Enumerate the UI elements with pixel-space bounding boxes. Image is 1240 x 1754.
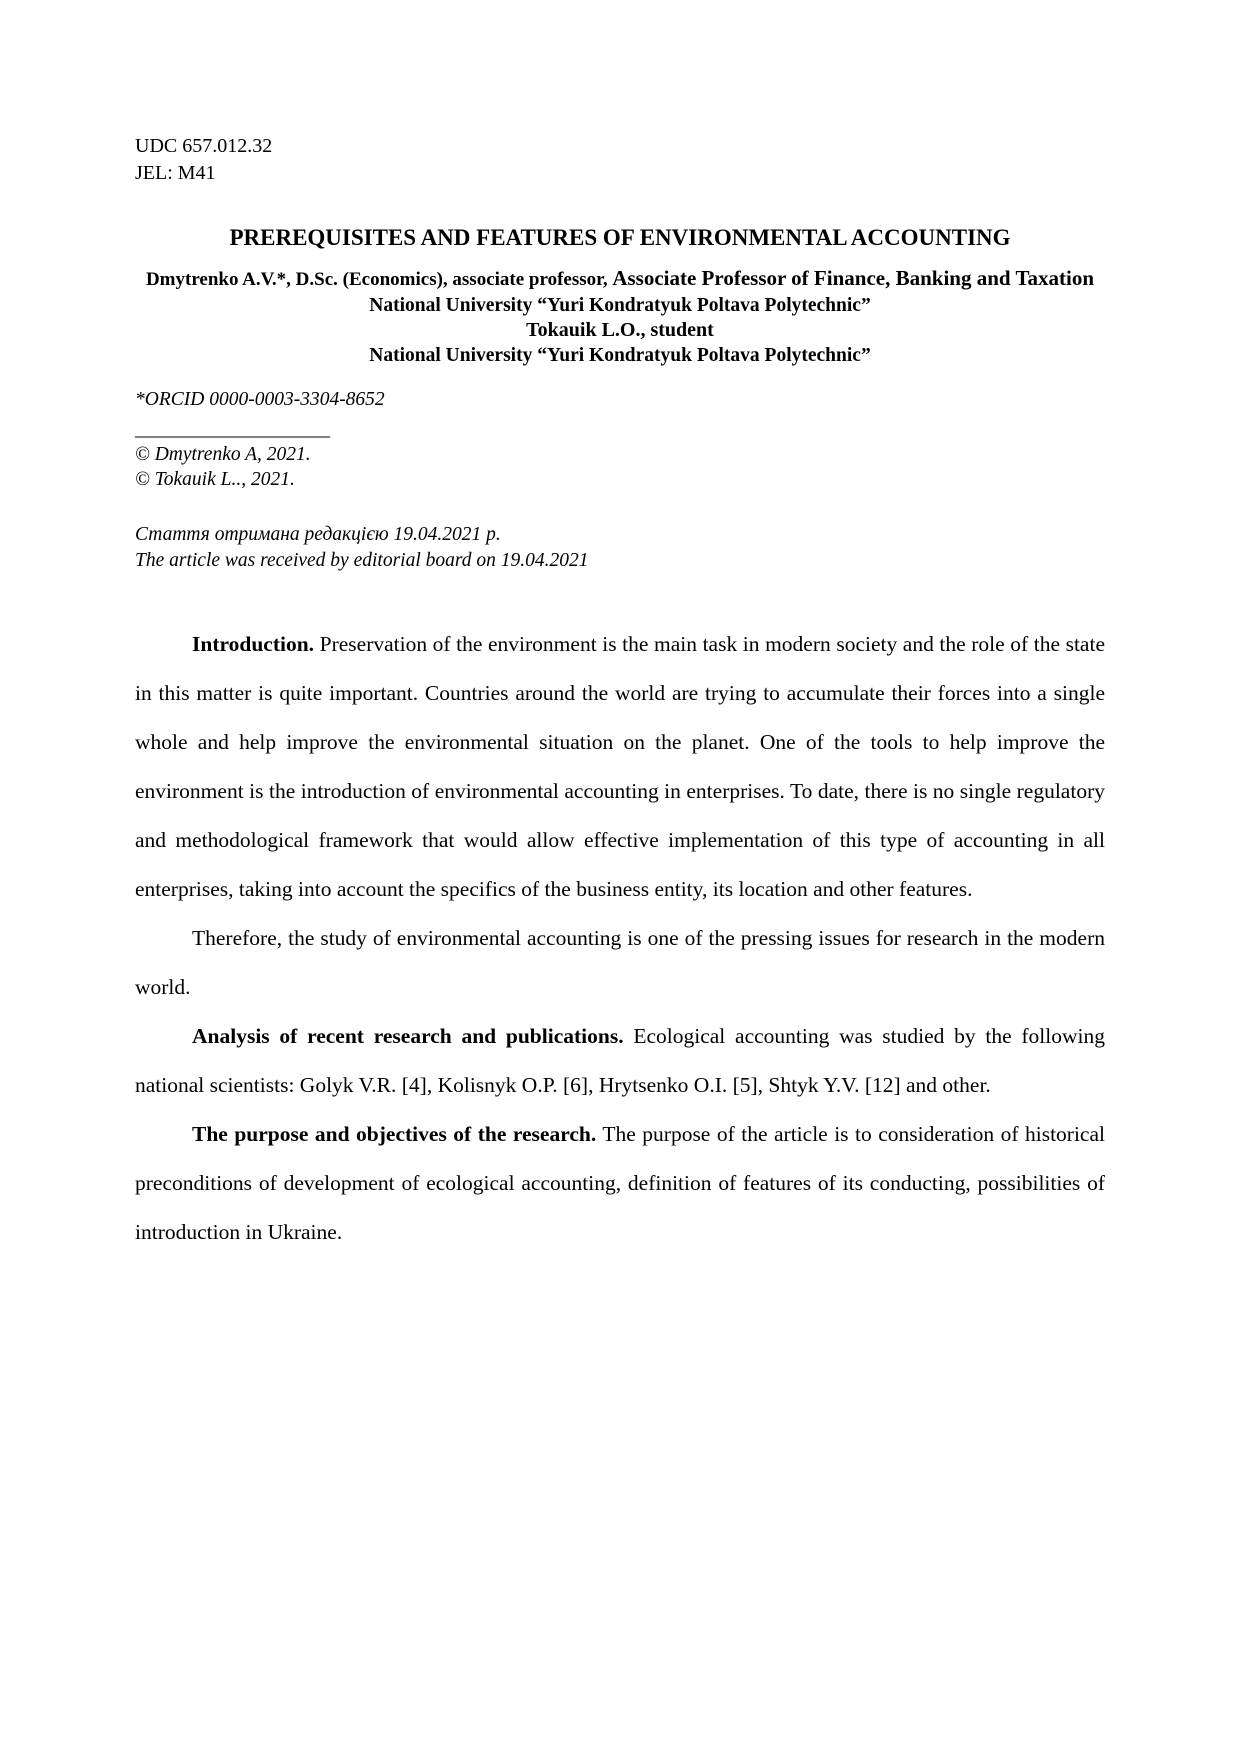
section-lead-purpose: The purpose and objectives of the research. (192, 1122, 597, 1146)
paragraph-text: The purpose of the article is to consideration of historical preconditions of development of ecological accounting, definition of features of its conducting, possibilities of introduction in Ukraine. (135, 1122, 1105, 1244)
paragraph-purpose (135, 1110, 1105, 1257)
affiliation1: National University “Yuri Kondratyuk Poltava Polytechnic” (369, 295, 871, 316)
author1-name-degree: Dmytrenko A.V.*, D.Sc. (Economics), associate professor, (145, 269, 613, 290)
copyright-author2: © Tokauik L.., 2021. (135, 469, 295, 490)
section-lead-introduction: Introduction. (192, 632, 315, 656)
article-body (135, 620, 1105, 1257)
copyright-block (135, 442, 1105, 492)
section-lead-analysis: Analysis of recent research and publications. (192, 1024, 624, 1048)
copyright-author1: © Dmytrenko A, 2021. (135, 444, 311, 465)
paragraph-therefore (135, 914, 1105, 1012)
front-notes-block (135, 388, 1105, 574)
orcid-line: *ORCID 0000-0003-3304-8652 (135, 389, 385, 410)
received-block (135, 522, 1105, 574)
byline-block (135, 265, 1105, 368)
article-title: PREREQUISITES AND FEATURES OF ENVIRONMENTAL ACCOUNTING (229, 225, 1011, 250)
author1-role: Associate Professor of Finance, Banking and Taxation (612, 266, 1095, 290)
author1-line (135, 265, 1105, 293)
received-date-english: The article was received by editorial board on 19.04.2021 (135, 550, 589, 571)
udc-code: UDC 657.012.32 (135, 135, 273, 157)
paragraph-analysis (135, 1012, 1105, 1110)
received-date-ukrainian: Стаття отримана редакцією 19.04.2021 р. (135, 524, 501, 545)
paragraph-text: Ecological accounting was studied by the following national scientists: Golyk V.R. [4], Kolisnyk O.P. [6], Hrytsenko O.I. [5], Shtyk Y.V. [12] and other. (135, 1024, 1106, 1097)
paragraph-text: Therefore, the study of environmental accounting is one of the pressing issues for research in the modern world. (135, 926, 1105, 999)
paragraph-introduction (135, 620, 1105, 914)
jel-code: JEL: M41 (135, 162, 216, 184)
footnote-separator: ____________________ (135, 419, 330, 440)
author2-line: Tokauik L.O., student (526, 319, 714, 341)
paragraph-text: Preservation of the environment is the main task in modern society and the role of the state in this matter is quite important. Countries around the world are trying to accumulate their forces into a single whole and help improve the environmental situation on the planet. One of the tools to help improve the environment is the introduction of environmental accounting in enterprises. To date, there is no single regulatory and methodological framework that would allow effective implementation of this type of accounting in all enterprises, taking into account the specifics of the business entity, its location and other features. (135, 632, 1105, 901)
affiliation2: National University “Yuri Kondratyuk Poltava Polytechnic” (369, 345, 871, 366)
